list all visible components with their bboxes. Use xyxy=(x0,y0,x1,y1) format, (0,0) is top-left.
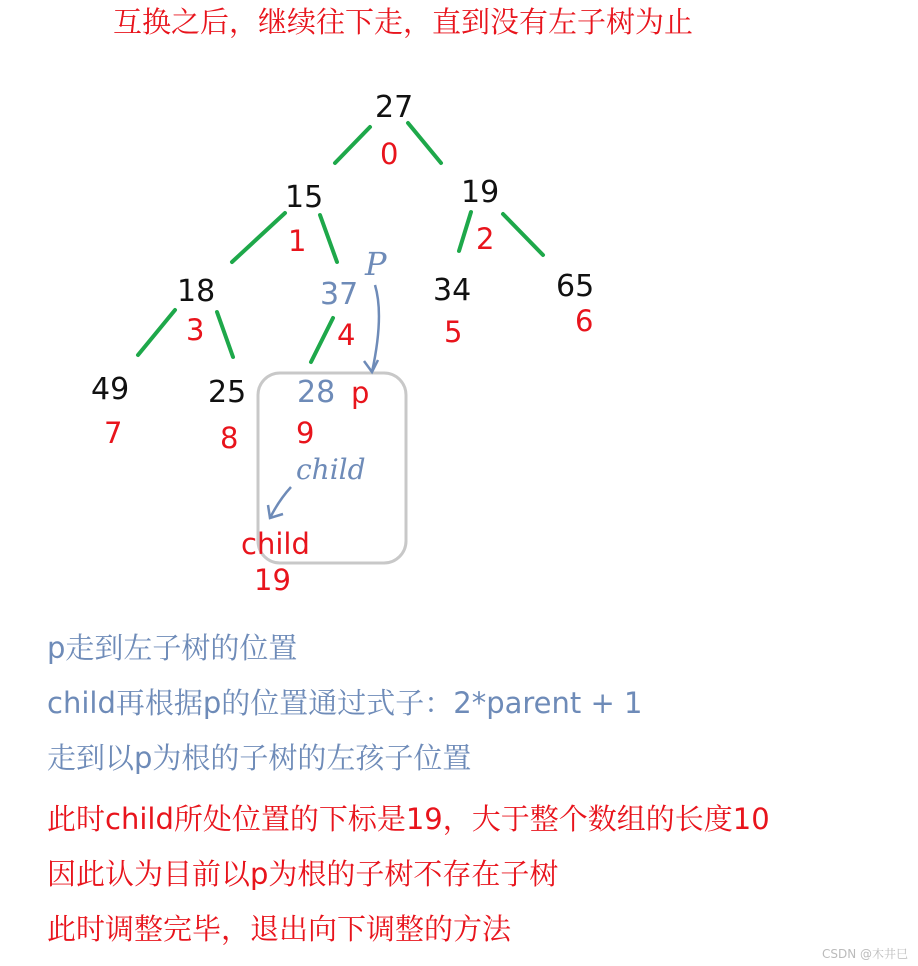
p-label: p xyxy=(351,376,370,410)
node-index-4: 4 xyxy=(337,318,356,352)
node-value-9: 28 xyxy=(297,375,336,410)
diagram-title: 互换之后，继续往下走，直到没有左子树为止 xyxy=(113,5,694,39)
node-value-0: 27 xyxy=(375,90,414,125)
note-1: p走到左子树的位置 xyxy=(47,631,298,665)
edge-2-5 xyxy=(459,212,471,251)
node-value-5: 34 xyxy=(433,273,472,308)
p-pointer-arrowhead xyxy=(364,360,378,372)
node-value-8: 25 xyxy=(208,375,247,410)
edge-4-9 xyxy=(311,318,333,362)
node-value-6: 65 xyxy=(556,269,595,304)
edge-3-7 xyxy=(138,310,175,355)
node-value-7: 49 xyxy=(91,372,130,407)
edge-1-3 xyxy=(232,213,285,262)
p-handwritten-label: P xyxy=(365,245,387,283)
edge-2-6 xyxy=(503,214,543,255)
note-3: 走到以p为根的子树的左孩子位置 xyxy=(47,741,472,775)
child-handwritten-label: child xyxy=(296,453,366,486)
p-pointer-arrow xyxy=(372,285,379,372)
node-value-2: 19 xyxy=(461,175,500,210)
node-index-1: 1 xyxy=(288,224,307,258)
edge-0-1 xyxy=(335,127,370,163)
child-label: child xyxy=(241,527,310,561)
edge-0-2 xyxy=(408,123,441,163)
node-index-8: 8 xyxy=(220,421,239,455)
node-index-7: 7 xyxy=(104,416,123,450)
node-index-3: 3 xyxy=(186,313,205,347)
node-value-1: 15 xyxy=(285,180,324,215)
note-4: 此时child所处位置的下标是19，大于整个数组的长度10 xyxy=(47,802,770,836)
node-value-4: 37 xyxy=(320,277,359,312)
watermark: CSDN @木井巳 xyxy=(821,947,908,961)
note-2: child再根据p的位置通过式子：2*parent + 1 xyxy=(47,686,643,720)
edge-1-4 xyxy=(320,215,337,262)
node-index-0: 0 xyxy=(380,137,399,171)
child-index: 19 xyxy=(254,563,291,597)
node-value-3: 18 xyxy=(177,274,216,309)
node-index-5: 5 xyxy=(444,315,463,349)
node-index-2: 2 xyxy=(476,222,495,256)
node-index-6: 6 xyxy=(575,304,594,338)
node-index-9: 9 xyxy=(296,416,315,450)
edge-3-8 xyxy=(217,312,233,357)
note-5: 因此认为目前以p为根的子树不存在子树 xyxy=(47,857,559,891)
child-pointer-arrow xyxy=(270,487,291,518)
note-6: 此时调整完毕，退出向下调整的方法 xyxy=(47,912,512,946)
